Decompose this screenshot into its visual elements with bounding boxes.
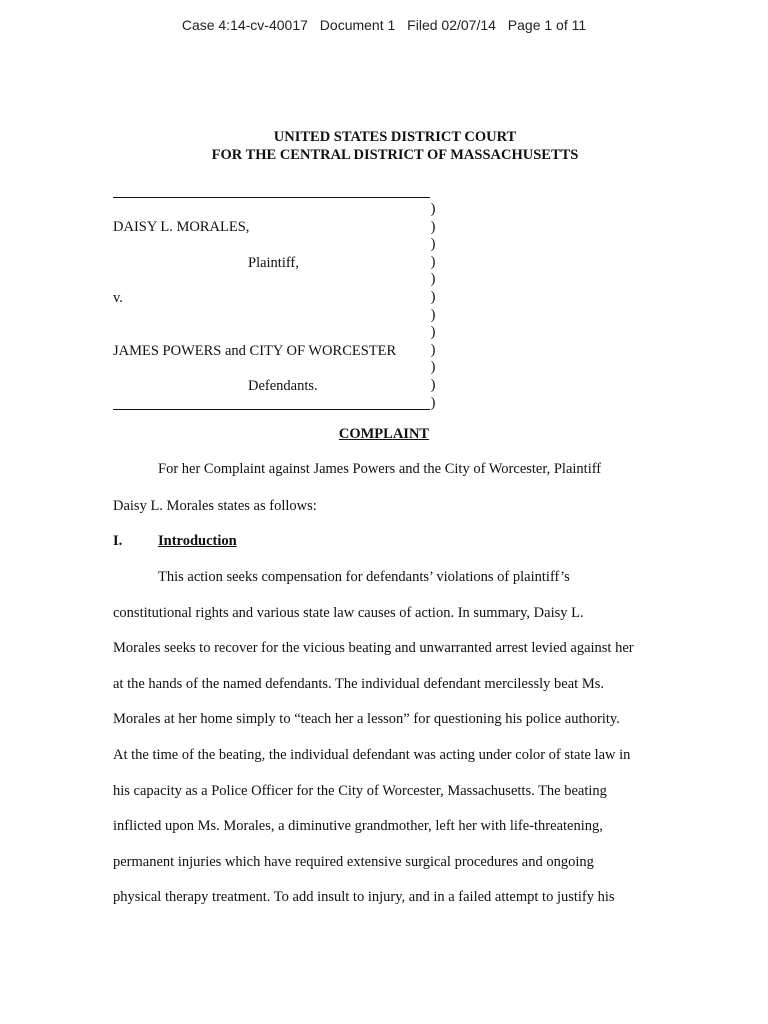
filed-date: Filed 02/07/14 <box>407 17 496 33</box>
body-line: This action seeks compensation for defendants’ violations of plaintiff’s <box>158 569 570 585</box>
document-number: Document 1 <box>319 17 396 33</box>
body-line: At the time of the beating, the individual defendant was acting under color of state law in <box>113 747 631 763</box>
defendant-names: JAMES POWERS and CITY OF WORCESTER <box>113 343 397 359</box>
body-line: at the hands of the named defendants. The individual defendant mercilessly beat Ms. <box>113 675 604 692</box>
body-line: Morales at her home simply to “teach her a lesson” for questioning his police authority. <box>113 711 620 728</box>
caption-bottom-rule <box>113 409 430 410</box>
paren: ) <box>430 324 436 341</box>
paren: ) <box>430 376 436 393</box>
paragraph-line: Daisy L. Morales states as follows: <box>113 498 317 514</box>
paren: ) <box>430 271 436 288</box>
court-district: FOR THE CENTRAL DISTRICT OF MASSACHUSETTS <box>211 147 579 163</box>
paragraph-line: For her Complaint against James Powers and the City of Worcester, Plaintiff <box>158 461 602 477</box>
paren: ) <box>430 394 436 411</box>
body-line: constitutional rights and various state law causes of action. In summary, Daisy L. <box>113 604 584 621</box>
paren: ) <box>430 306 436 323</box>
body-line: permanent injuries which have required extensive surgical procedures and ongoing <box>113 853 594 870</box>
paren: ) <box>430 359 436 376</box>
plaintiff-name: DAISY L. MORALES, <box>113 219 250 235</box>
intro-paragraph <box>113 461 658 521</box>
paren: ) <box>430 236 436 253</box>
paren: ) <box>430 201 436 217</box>
section-number: I. <box>113 533 123 549</box>
paren: ) <box>430 218 436 235</box>
plaintiff-role: Plaintiff, <box>248 255 299 271</box>
introduction-body <box>113 569 658 909</box>
body-line: his capacity as a Police Officer for the City of Worcester, Massachusetts. The beating <box>113 782 607 799</box>
document-title: COMPLAINT <box>338 426 430 442</box>
defendant-role: Defendants. <box>248 378 318 394</box>
body-line: Morales seeks to recover for the vicious beating and unwarranted arrest levied against her <box>113 640 634 657</box>
page-indicator: Page 1 of 11 <box>507 17 587 33</box>
filing-header <box>0 17 768 33</box>
section-heading <box>113 533 658 553</box>
versus: v. <box>113 290 123 306</box>
paren: ) <box>430 341 436 358</box>
caption-parentheses <box>428 201 438 412</box>
paren: ) <box>430 253 436 270</box>
court-heading <box>0 128 768 164</box>
body-line: inflicted upon Ms. Morales, a diminutive grandmother, left her with life-threatening, <box>113 818 603 835</box>
paren: ) <box>430 288 436 305</box>
case-number: Case 4:14-cv-40017 <box>181 17 308 33</box>
body-line: physical therapy treatment. To add insult to injury, and in a failed attempt to justify his <box>113 889 615 906</box>
case-caption <box>113 185 443 415</box>
court-name: UNITED STATES DISTRICT COURT <box>273 129 517 145</box>
caption-top-rule <box>113 197 430 198</box>
section-title: Introduction <box>158 533 237 549</box>
